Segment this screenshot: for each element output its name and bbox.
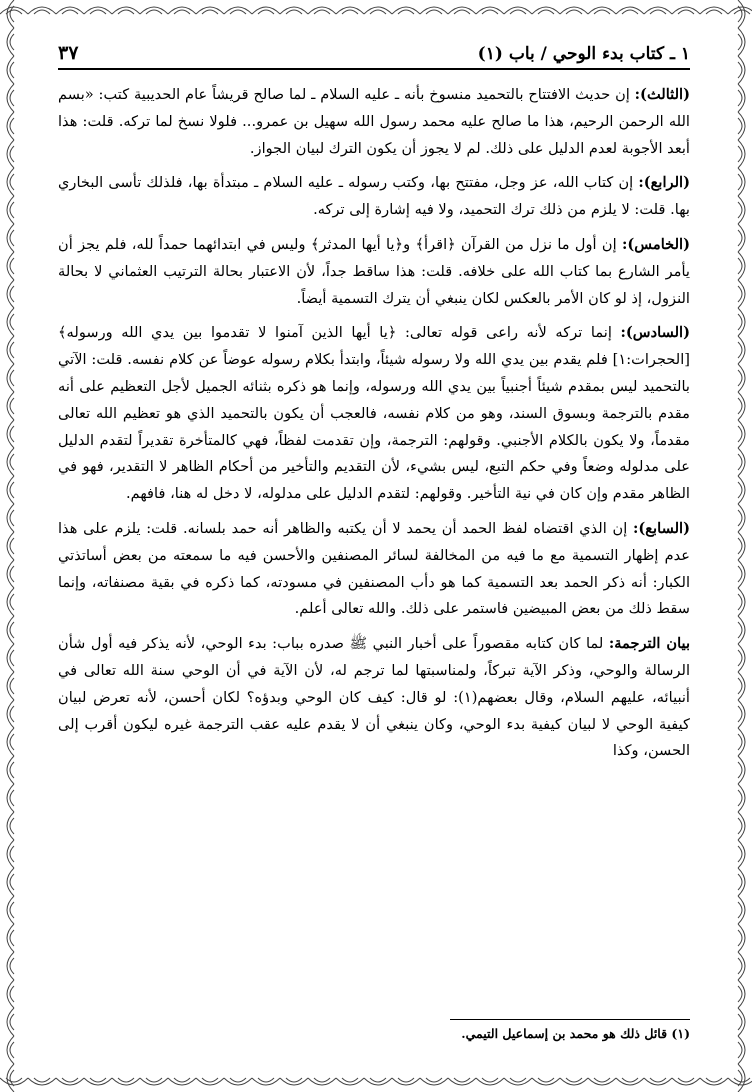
paragraph-text: إنما تركه لأنه راعى قوله تعالى: ﴿يا أيها الذين آمنوا لا تقدموا بين يدي الله ورسوله﴾[الحجرات:١] فلم يقدم بين يدي الله ولا رسوله شيئاً، وابتدأ بكلام رسوله عوضاً عن كلام نفسه. قلت: الآتي بالتحميد ليس بمقدم شيئاً أجنبياً بين يدي الله ورسوله، وإنما هو ذكره بثنائه الجميل لأجل التعظيم على أنه مقدم بالترجمة وبسوق السند، وهو من كلام نفسه، فالعجب أن يكون بالتحميد الذي هو تعظيم الله تعالى مقدماً، ولا يكون بالكلام الأجنبي. وقولهم: الترجمة، وإن تقدمت لفظاً، فهي كالمتأخرة تقديراً لتقدم الدليل على مدلوله وضعاً وفي حكم التبع، ليس بشيء، لأن التقديم والتأخير من أحكام الظاهر لا التقدير، فهو في الظاهر مقدم وإن كان في نية التأخير. وقولهم: لتقدم الدليل على مدلوله، لا دخل له هنا، فافهم.: [58, 324, 690, 503]
paragraph-fourth: [58, 170, 690, 224]
paragraph-seventh: [58, 516, 690, 623]
paragraph-fifth: [58, 232, 690, 312]
paragraph-text: إن أول ما نزل من القرآن ﴿اقرأ﴾ و﴿يا أيها المدثر﴾ وليس في ابتدائهما حمداً لله، فلم يجز أن يأمر الشارع بما كتاب الله على خلافه. قلت: هذا ساقط جداً، لأن الاعتبار بحالة الترتيب العثماني لا بحالة النزول، إذ لو كان الأمر بالعكس لكان ينبغي أن يترك التسمية أيضاً.: [58, 235, 690, 307]
page-header: [58, 34, 690, 70]
paragraph-text: لما كان كتابه مقصوراً على أخبار النبي ﷺ صدره بباب: بدء الوحي، لأنه يذكر فيه أول شأن الرسالة والوحي، وذكر الآية تبركاً، ولمناسبتها لما ترجم له، لأن الآية في أن الوحي سنة الله تعالى في أنبيائه، عليهم السلام، وقال بعضهم(١): لو قال: كيف كان الوحي وبدؤه؟ لكان أحسن، لأنه تعرض لبيان كيفية الوحي لا لبيان كيفية بدء الوحي، وكان ينبغي أن لا يقدم عليه عقب الترجمة غيره ليكون أقرب إلى الحسن، وكذا: [58, 635, 690, 760]
paragraph-text: إن كتاب الله، عز وجل، مفتتح بها، وكتب رسوله ـ عليه السلام ـ مبتدأة بها، فلذلك تأسى البخاري بها. قلت: لا يلزم من ذلك ترك التحميد، ولا فيه إشارة إلى تركه.: [58, 174, 690, 219]
paragraph-text: إن الذي اقتضاه لفظ الحمد أن يحمد لا أن يكتبه والظاهر أنه حمد بلسانه. قلت: يلزم على هذا عدم إظهار التسمية مع ما فيه من المخالفة لسائر المصنفين والأحسن فيه ما سمعته من بعض أساتذتي الكبار: أنه ذكر الحمد بعد التسمية كما هو دأب المصنفين في مسودته، كما ذكره في بقية مصنفاته، وإنما سقط ذلك من بعض المبيضين فاستمر على ذلك. والله تعالى أعلم.: [58, 519, 690, 618]
paragraph-lead: (الرابع):: [638, 174, 690, 192]
footnote: (١) قائل ذلك هو محمد بن إسماعيل التيمي.: [461, 1026, 690, 1041]
book-page: [58, 34, 690, 1054]
body-text: [58, 82, 690, 765]
paragraph-title-explanation: [58, 631, 690, 765]
page-number: ٣٧: [58, 42, 79, 64]
paragraph-lead: (السادس):: [620, 324, 690, 342]
paragraph-sixth: [58, 320, 690, 508]
footnote-divider: [450, 1019, 690, 1020]
running-title: ١ ـ كتاب بدء الوحي / باب (١): [477, 44, 690, 64]
decorative-border-right: [734, 0, 752, 1092]
decorative-border-top: [0, 0, 752, 18]
paragraph-lead: (الثالث):: [634, 86, 690, 103]
decorative-border-left: [0, 0, 18, 1092]
paragraph-lead: (السابع):: [633, 519, 690, 537]
paragraph-text: إن حديث الافتتاح بالتحميد منسوخ بأنه ـ عليه السلام ـ لما صالح قريشاً عام الحديبية كتب: «بسم الله الرحمن الرحيم، هذا ما صالح عليه محمد رسول الله سهيل بن عمرو... فلولا نسخ لما تركه. قلت: هذا أبعد الأجوبة لعدم الدليل على ذلك. لم لا يجوز أن يكون الترك لبيان الجواز.: [58, 86, 690, 157]
paragraph-lead: (الخامس):: [622, 235, 690, 253]
paragraph-third: [58, 82, 690, 162]
decorative-border-bottom: [0, 1074, 752, 1092]
paragraph-lead: بيان الترجمة:: [608, 635, 691, 653]
